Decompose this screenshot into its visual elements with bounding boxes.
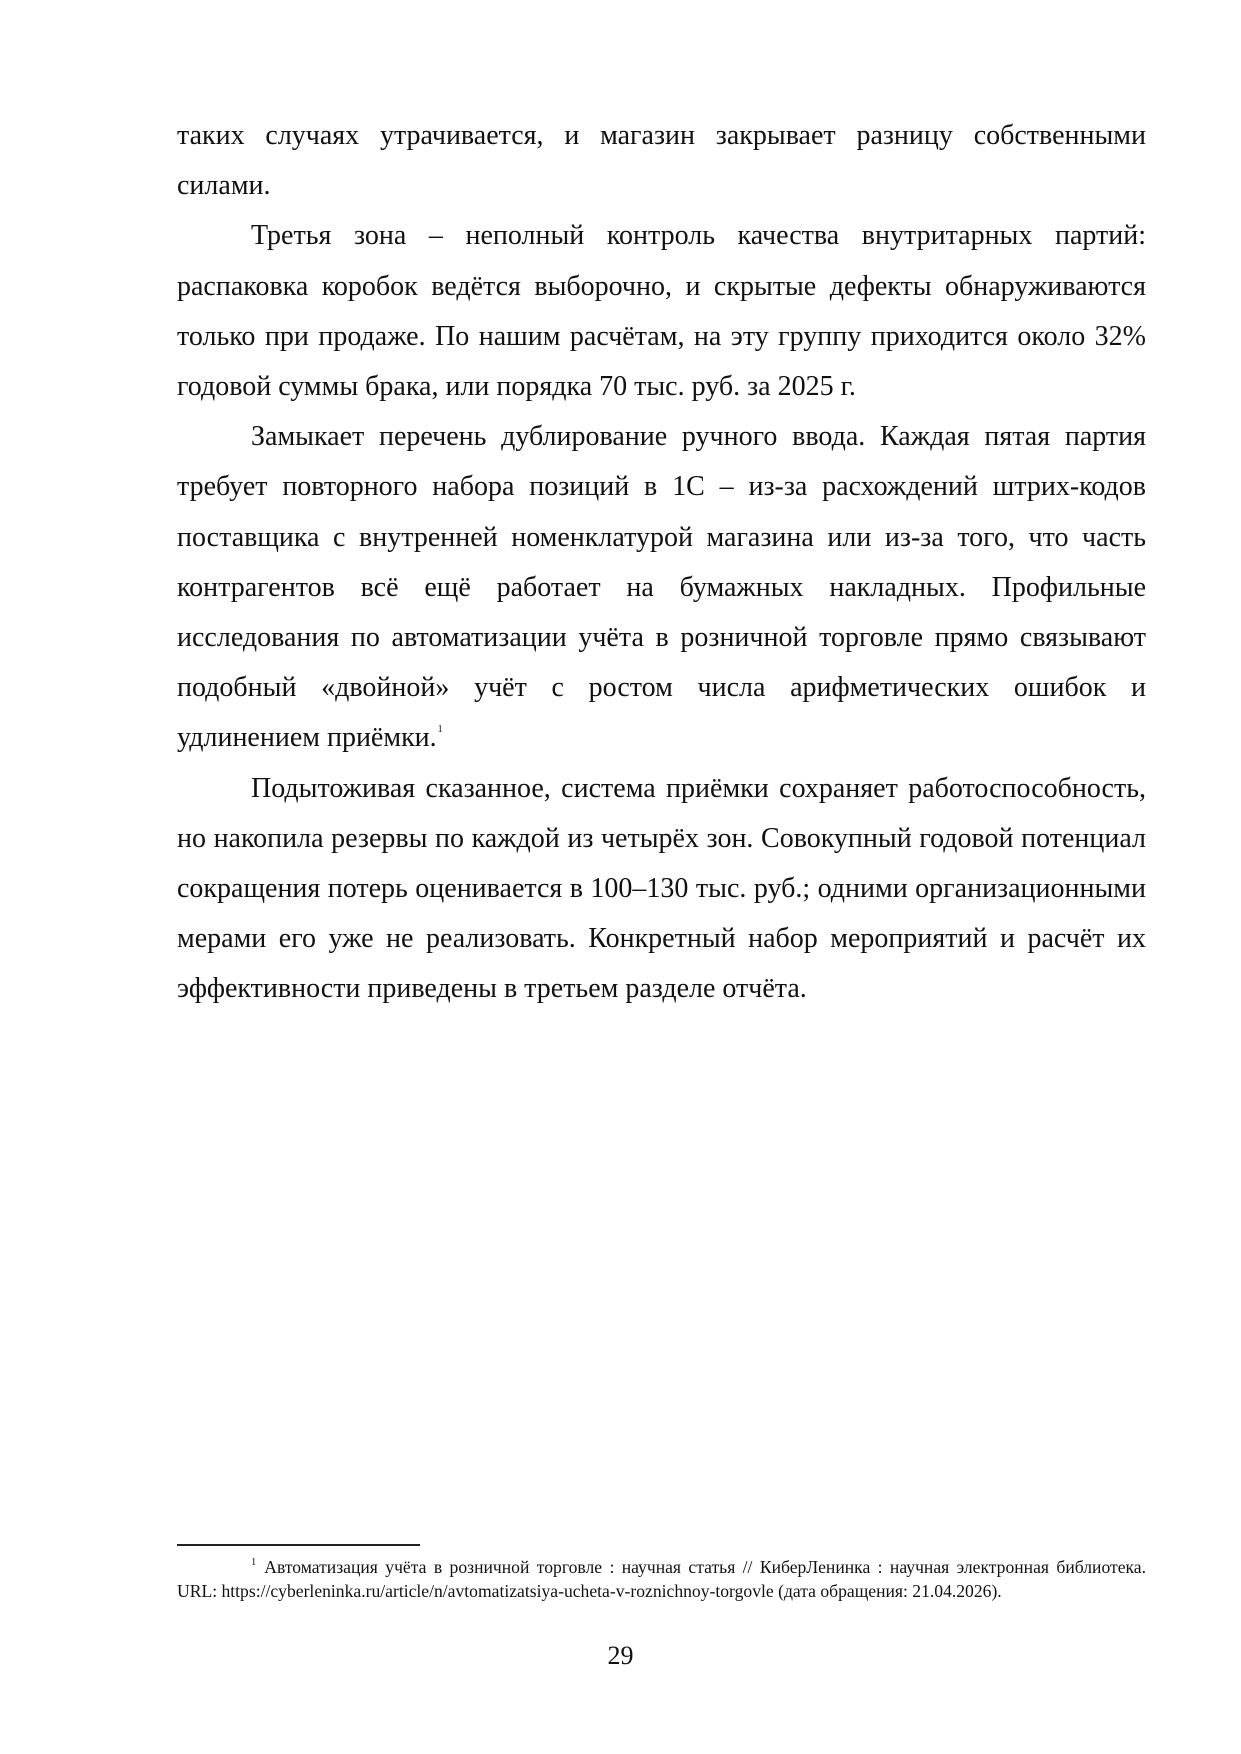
paragraph-1-text: таких случаях утрачивается, и магазин закрывает разницу собственными силами. — [177, 120, 1146, 202]
footnote-text: Автоматизация учёта в розничной торговле : научная статья // КиберЛенинка : научная электронная библиотека. URL: https://cyberleninka.ru/article/n/avtomatizatsiya-ucheta-v-roznichnoy-torgovle (дата обращения: 21.04.2026). — [177, 1557, 1146, 1601]
paragraph-3-text: Замыкает перечень дублирование ручного ввода. Каждая пятая партия требует повторного набора позиций в 1С – из-за расхождений штрих-кодов поставщика с внутренней номенклатурой магазина или из-за того, что часть контрагентов всё ещё работает на бумажных накладных. Профильные исследования по автоматизации учёта в розничной торговле прямо связывают подобный «двойной» учёт с ростом числа арифметических ошибок и удлинением приёмки. — [177, 421, 1146, 754]
footnote-number: 1 — [251, 1557, 257, 1568]
paragraph-1 — [177, 111, 1146, 211]
body-text — [177, 111, 1146, 1015]
paragraph-4 — [177, 764, 1146, 1015]
page-number: 29 — [607, 1641, 634, 1670]
footnote-separator — [177, 1544, 420, 1546]
paragraph-3 — [177, 412, 1146, 763]
footnote-paragraph — [177, 1556, 1146, 1603]
footnote — [177, 1556, 1146, 1603]
footnote-reference-mark[interactable]: 1 — [437, 724, 443, 736]
paragraph-2 — [177, 211, 1146, 412]
paragraph-4-text: Подытоживая сказанное, система приёмки сохраняет работоспособность, но накопила резервы по каждой из четырёх зон. Совокупный годовой потенциал сокращения потерь оценивается в 100–130 тыс. руб.; одними организационными мерами его уже не реализовать. Конкретный набор мероприятий и расчёт их эффективности приведены в третьем разделе отчёта. — [177, 772, 1146, 1005]
paragraph-2-text: Третья зона – неполный контроль качества внутритарных партий: распаковка коробок ведётся выборочно, и скрытые дефекты обнаруживаются только при продаже. По нашим расчётам, на эту группу приходится около 32% годовой суммы брака, или порядка 70 тыс. руб. за 2025 г. — [177, 220, 1146, 403]
